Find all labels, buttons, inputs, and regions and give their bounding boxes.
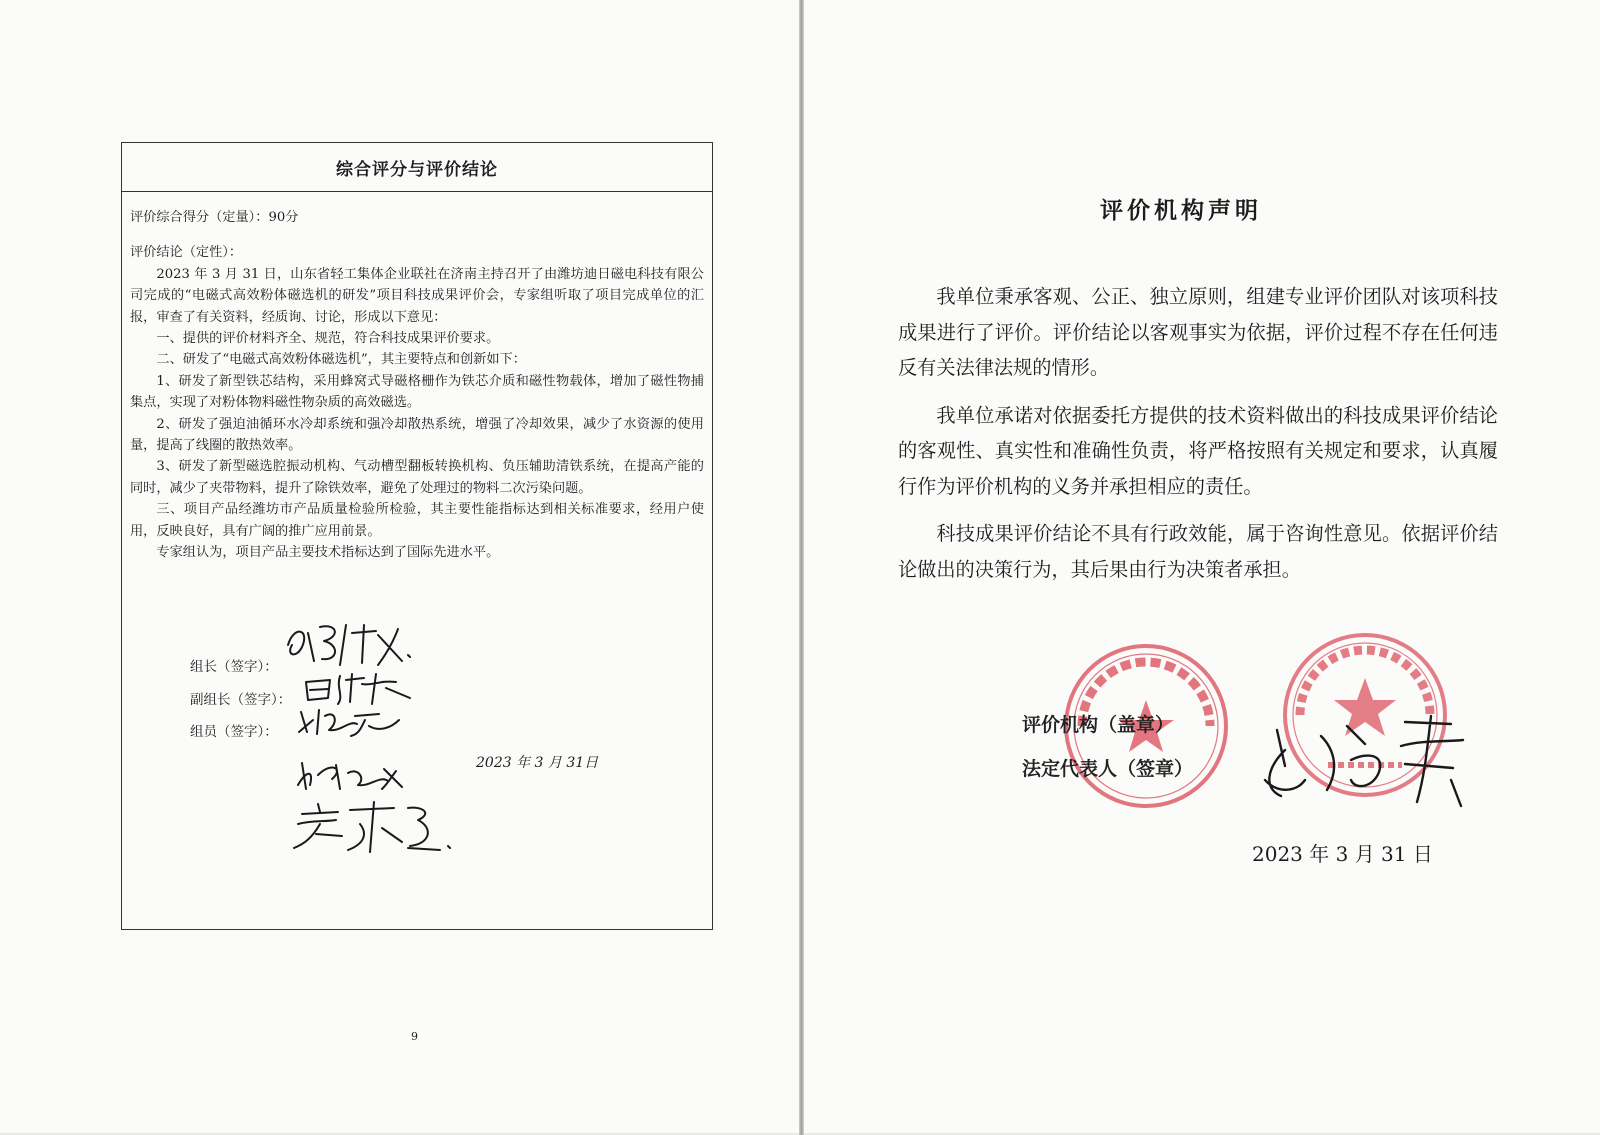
- declaration-paragraph: 我单位承诺对依据委托方提供的技术资料做出的科技成果评价结论的客观性、真实性和准确性负责，将严格按照有关规定和要求，认真履行作为评价机构的义务并承担相应的责任。: [898, 403, 1498, 498]
- book-spine: [799, 0, 804, 1135]
- member-signature-image-1: [295, 702, 405, 740]
- conclusion-paragraph: 三、项目产品经潍坊市产品质量检验所检验，其主要性能指标达到相关标准要求，经用户使用，反映良好，具有广阔的推广应用前景。: [130, 502, 704, 539]
- conclusion-paragraph: 二、研发了“电磁式高效粉体磁选机”，其主要特点和创新如下：: [156, 352, 526, 368]
- member-signature-image-2: [292, 755, 412, 795]
- conclusion-paragraph: 一、提供的评价材料齐全、规范，符合科技成果评价要求。: [156, 331, 500, 347]
- vice-leader-sign-label: 副组长（签字）：: [190, 692, 292, 708]
- member-signature-image-3: [290, 798, 460, 858]
- conclusion-paragraph: 1、研发了新型铁芯结构，采用蜂窝式导磁格栅作为铁芯介质和磁性物载体，增加了磁性物捕集点，实现了对粉体物料磁性物杂质的高效磁选。: [130, 373, 704, 411]
- org-seal-label: 评价机构（盖章）: [1022, 714, 1175, 736]
- form-body: [130, 191, 704, 564]
- member-sign-label: 组员（签字）：: [190, 724, 278, 740]
- declaration-body: [898, 279, 1498, 599]
- declaration-date: 2023 年 3 月 31 日: [1252, 842, 1433, 866]
- conclusion-paragraph: 2023 年 3 月 31 日，山东省轻工集体企业联社在济南主持召开了由潍坊迪日磁电科技有限公司完成的“电磁式高效粉体磁选机的研发”项目科技成果评价会，专家组听取了项目完成单位的汇报，审查了有关资料，经质询、讨论，形成以下意见：: [130, 266, 704, 325]
- leader-signature-image: [280, 615, 420, 675]
- conclusion-label: 评价结论（定性）：: [130, 245, 243, 261]
- leader-sign-label: 组长（签字）：: [190, 659, 278, 675]
- form-title: 综合评分与评价结论: [122, 143, 712, 192]
- handwritten-date: 2023 年 3 月 31日: [476, 755, 599, 771]
- conclusion-paragraph: 2、研发了强迫油循环水冷却系统和强冷却散热系统，增强了冷却效果，减少了水资源的使用量，提高了线圈的散热效率。: [130, 416, 704, 454]
- declaration-paragraph: 我单位秉承客观、公正、独立原则，组建专业评价团队对该项科技成果进行了评价。评价结论以客观事实为依据，评价过程不存在任何违反有关法律法规的情形。: [898, 285, 1498, 379]
- score-line: 评价综合得分（定量）：90分: [130, 210, 299, 225]
- conclusion-paragraph: 3、研发了新型磁选腔振动机构、气动槽型翻板转换机构、负压辅助清铁系统，在提高产能的同时，减少了夹带物料，提升了除铁效率，避免了处理过的物料二次污染问题。: [130, 459, 704, 496]
- legal-rep-signature-image: [1255, 710, 1485, 810]
- conclusion-paragraph: 专家组认为，项目产品主要技术指标达到了国际先进水平。: [156, 545, 500, 561]
- legal-rep-label: 法定代表人（签章）: [1022, 758, 1194, 780]
- declaration-title: 评价机构声明: [1100, 198, 1262, 224]
- declaration-paragraph: 科技成果评价结论不具有行政效能，属于咨询性意见。依据评价结论做出的决策行为，其后果由行为决策者承担。: [898, 522, 1498, 581]
- page-number: 9: [411, 1030, 418, 1043]
